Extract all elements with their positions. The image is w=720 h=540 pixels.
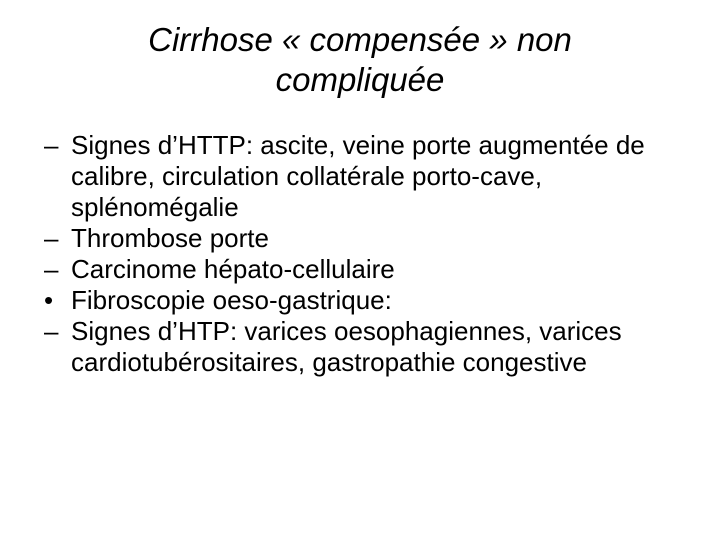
list-item [44, 254, 704, 285]
bullet-marker: • [44, 285, 54, 315]
list-item [44, 130, 704, 223]
list-item-text: Thrombose porte [71, 223, 269, 253]
list-item-text: Signes d’HTTP: ascite, veine porte augmentée de calibre, circulation collatérale porto-cave, splénomégalie [71, 130, 645, 222]
slide-title-line-1: Cirrhose « compensée » non [148, 21, 572, 58]
list-item-text: Carcinome hépato-cellulaire [71, 254, 395, 284]
dash-marker: – [44, 223, 59, 253]
dash-marker: – [44, 254, 59, 284]
dash-marker: – [44, 316, 59, 346]
dash-marker: – [44, 130, 59, 160]
slide-title [60, 20, 660, 100]
list-item [44, 223, 704, 254]
list-item [44, 316, 704, 378]
slide-title-line-2: compliquée [275, 61, 445, 98]
list-item-text: Fibroscopie oeso-gastrique: [71, 285, 392, 315]
bullet-list [44, 130, 704, 378]
list-item [44, 285, 704, 316]
list-item-text: Signes d’HTP: varices oesophagiennes, varices cardiotubérositaires, gastropathie congestive [71, 316, 622, 377]
